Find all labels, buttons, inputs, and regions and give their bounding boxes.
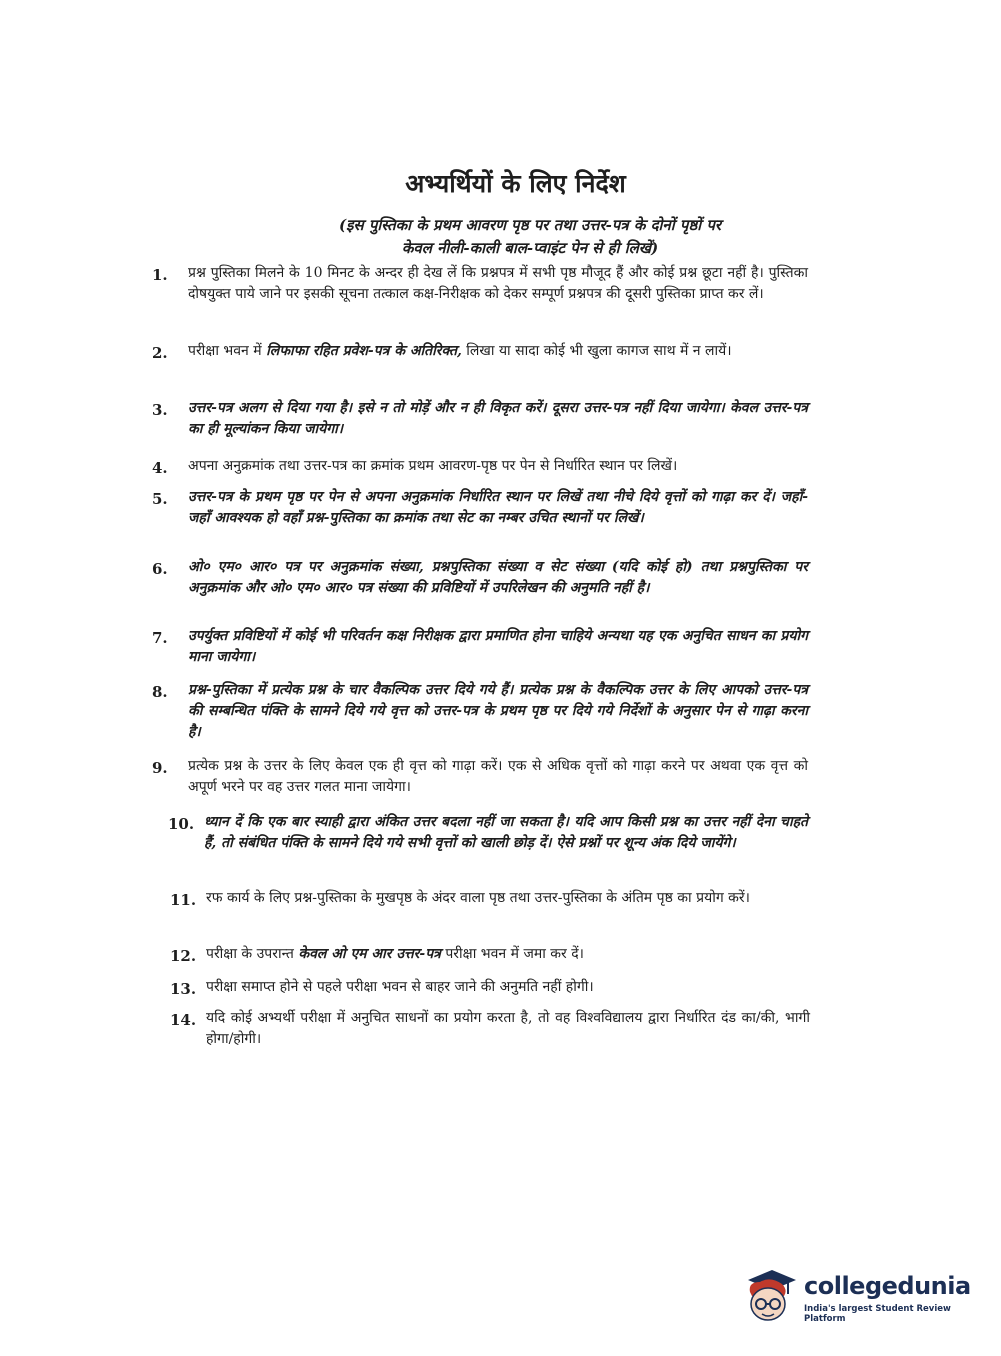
instruction-text: यदि कोई अभ्यर्थी परीक्षा में अनुचित साधनों का प्रयोग करता है, तो वह विश्वविद्यालय द्वारा निर्धारित दंड का/की, भागी होगा/होगी। <box>206 1010 810 1047</box>
instruction-text: प्रत्येक प्रश्न के उत्तर के लिए केवल एक ही वृत्त को गाढ़ा करें। एक से अधिक वृत्तों को गाढ़ा करने पर अथवा एक वृत्त को अपूर्ण भरने पर वह उत्तर गलत माना जायेगा। <box>188 758 808 795</box>
brand-name: collegedunia <box>804 1272 971 1300</box>
instruction-number: 8. <box>152 683 168 701</box>
instruction-10 <box>168 812 808 854</box>
instruction-text: ओ० एम० आर० पत्र पर अनुक्रमांक संख्या, प्रश्नपुस्तिका संख्या व सेट संख्या (यदि कोई हो) तथा प्रश्नपुस्तिका पर अनुक्रमांक और ओ० एम० आर० पत्र संख्या की प्रविष्टियों में उपरिलेखन की अनुमति नहीं है। <box>188 559 808 596</box>
instruction-text: उत्तर-पत्र के प्रथम पृष्ठ पर पेन से अपना अनुक्रमांक निर्धारित स्थान पर लिखें तथा नीचे दिये वृत्तों को गाढ़ा कर दें। जहाँ-जहाँ आवश्यक हो वहाँ प्रश्न-पुस्तिका का क्रमांक तथा सेट का नम्बर उचित स्थानों पर लिखें। <box>188 489 808 526</box>
instruction-number: 12. <box>170 947 197 965</box>
subtitle-line-1: (इस पुस्तिका के प्रथम आवरण पृष्ठ पर तथा उत्तर-पत्र के दोनों पृष्ठों पर <box>339 216 721 234</box>
instruction-number: 13. <box>170 980 197 998</box>
instruction-6 <box>152 557 808 599</box>
instruction-14 <box>170 1008 810 1050</box>
instruction-8 <box>152 680 808 743</box>
instruction-text-part: परीक्षा के उपरान्त <box>206 946 299 962</box>
instruction-text-emphasis: केवल ओ एम आर उत्तर-पत्र <box>298 946 441 962</box>
instruction-number: 10. <box>168 815 195 833</box>
instruction-3 <box>152 398 808 440</box>
instruction-text <box>206 944 810 965</box>
subtitle-line-2: केवल नीली-काली बाल-प्वाइंट पेन से ही लिखें) <box>401 239 659 257</box>
instruction-text-part: परीक्षा भवन में <box>188 343 267 359</box>
instruction-7 <box>152 626 808 668</box>
collegedunia-logo-icon <box>740 1262 800 1324</box>
instruction-text: प्रश्न-पुस्तिका में प्रत्येक प्रश्न के चार वैकल्पिक उत्तर दिये गये हैं। प्रत्येक प्रश्न के वैकल्पिक उत्तर के लिए आपको उत्तर-पत्र की सम्बन्धित पंक्ति के सामने दिये गये वृत्त को उत्तर-पत्र के प्रथम पृष्ठ पर दिये गये निर्देशों के अनुसार पेन से गाढ़ा करना है। <box>188 682 808 740</box>
instruction-text-part: परीक्षा भवन में जमा कर दें। <box>440 946 584 962</box>
instruction-text: परीक्षा समाप्त होने से पहले परीक्षा भवन से बाहर जाने की अनुमति नहीं होगी। <box>206 979 594 995</box>
instruction-9 <box>152 756 808 798</box>
instruction-number: 9. <box>152 759 168 777</box>
instruction-11 <box>170 888 810 909</box>
instruction-2 <box>152 341 808 362</box>
brand-tagline: India's largest Student Review Platform <box>804 1304 951 1324</box>
instruction-1 <box>152 263 808 305</box>
instruction-number: 6. <box>152 560 168 578</box>
subtitle <box>180 214 880 260</box>
instruction-4 <box>152 456 808 477</box>
instruction-12 <box>170 944 810 965</box>
instruction-number: 11. <box>170 891 197 909</box>
instruction-text: अपना अनुक्रमांक तथा उत्तर-पत्र का क्रमांक प्रथम आवरण-पृष्ठ पर पेन से निर्धारित स्थान पर लिखें। <box>188 458 678 474</box>
instruction-13 <box>170 977 810 998</box>
instruction-text: उत्तर-पत्र अलग से दिया गया है। इसे न तो मोड़ें और न ही विकृत करें। दूसरा उत्तर-पत्र नहीं दिया जायेगा। केवल उत्तर-पत्र का ही मूल्यांकन किया जायेगा। <box>188 400 808 437</box>
instruction-text-part: लिखा या सादा कोई भी खुला कागज साथ में न लायें। <box>461 343 732 359</box>
page-title: अभ्यर्थियों के लिए निर्देश <box>405 169 626 198</box>
instruction-number: 3. <box>152 401 168 419</box>
instruction-text: ध्यान दें कि एक बार स्याही द्वारा अंकित उत्तर बदला नहीं जा सकता है। यदि आप किसी प्रश्न का उत्तर नहीं देना चाहते हैं, तो संबंधित पंक्ति के सामने दिये गये सभी वृत्तों को खाली छोड़ दें। ऐसे प्रश्नों पर शून्य अंक दिये जायेंगे। <box>204 814 808 851</box>
instruction-number: 4. <box>152 459 168 477</box>
instruction-text <box>188 341 808 362</box>
instruction-text-emphasis: लिफाफा रहित प्रवेश-पत्र के अतिरिक्त, <box>266 343 462 359</box>
instruction-number: 14. <box>170 1011 197 1029</box>
collegedunia-watermark <box>740 1262 970 1332</box>
instruction-number: 5. <box>152 490 168 508</box>
instruction-text: उपर्युक्त प्रविष्टियों में कोई भी परिवर्तन कक्ष निरीक्षक द्वारा प्रमाणित होना चाहिये अन्यथा यह एक अनुचित साधन का प्रयोग माना जायेगा। <box>188 628 808 665</box>
instruction-number: 7. <box>152 629 168 647</box>
instruction-text: प्रश्न पुस्तिका मिलने के 10 मिनट के अन्दर ही देख लें कि प्रश्नपत्र में सभी पृष्ठ मौजूद हैं और कोई प्रश्न छूटा नहीं है। पुस्तिका दोषयुक्त पाये जाने पर इसकी सूचना तत्काल कक्ष-निरीक्षक को देकर सम्पूर्ण प्रश्नपत्र की दूसरी पुस्तिका प्राप्त कर लें। <box>188 265 808 302</box>
instruction-number: 1. <box>152 266 168 284</box>
instruction-5 <box>152 487 808 529</box>
instruction-text: रफ कार्य के लिए प्रश्न-पुस्तिका के मुखपृष्ठ के अंदर वाला पृष्ठ तथा उत्तर-पुस्तिका के अंतिम पृष्ठ का प्रयोग करें। <box>206 890 750 906</box>
instruction-number: 2. <box>152 344 168 362</box>
